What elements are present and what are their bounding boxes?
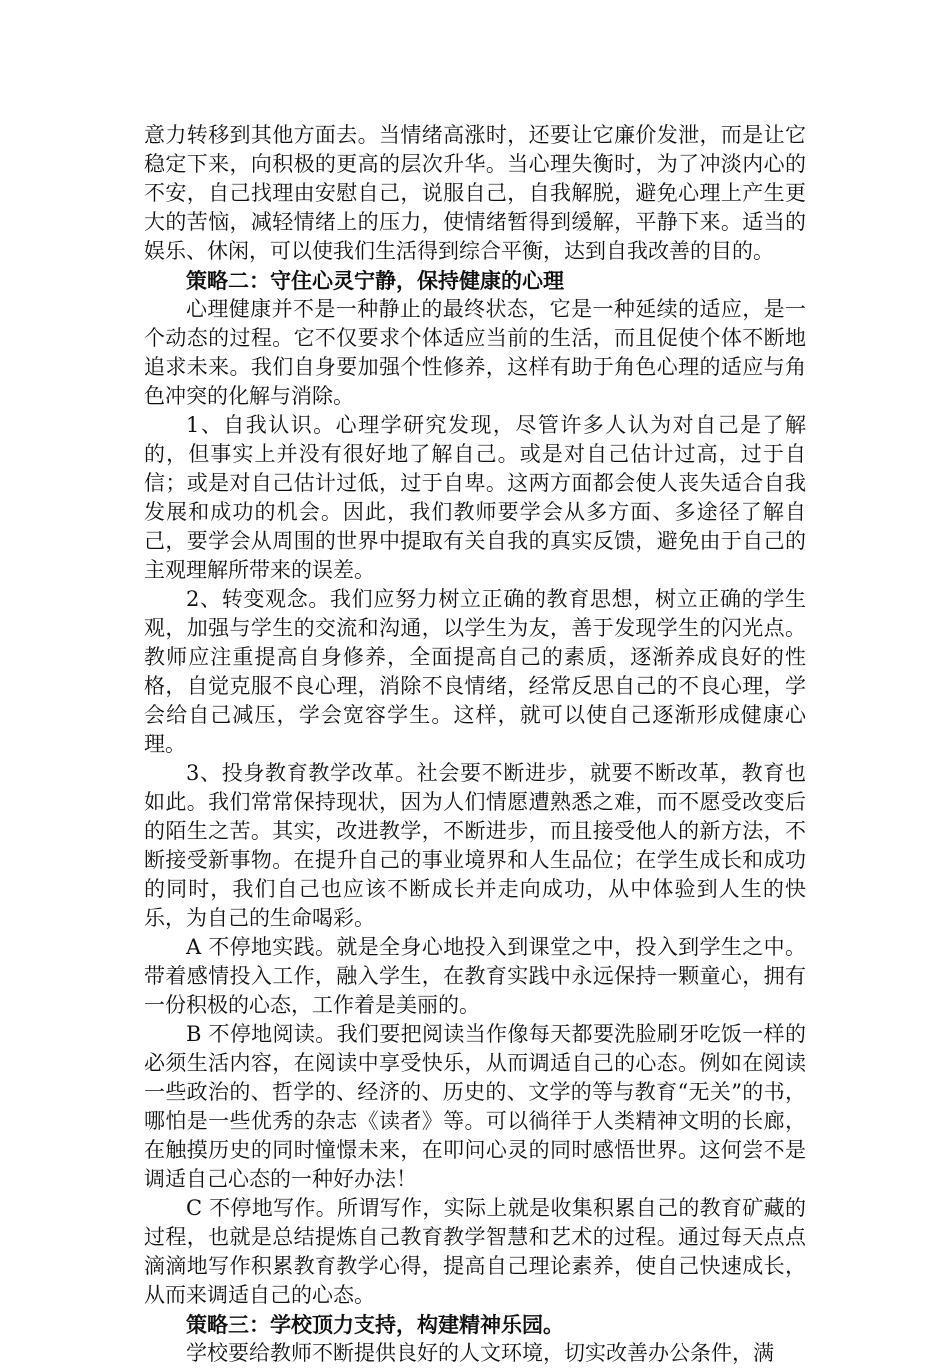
paragraph-reading: B 不停地阅读。我们要把阅读当作像每天都要洗脸刷牙吃饭一样的必须生活内容，在阅读中享受快乐，从而调适自己的心态。例如在阅读一些政治的、哲学的、经济的、历史的、文学的等与教育“无关”的书，哪怕是一些优秀的杂志《读者》等。可以徜徉于人类精神文明的长廊，在触摸历史的同时憧憬未来，在叩问心灵的同时感悟世界。这何尝不是调适自己心态的一种好办法！ [144,1022,806,1191]
paragraph-school-environment: 学校要给教师不断提供良好的人文环境，切实改善办公条件，满 [186,1341,774,1365]
heading-strategy-three: 策略三：学校顶力支持，构建精神乐园。 [186,1312,564,1337]
paragraph-change-concepts: 2、转变观念。我们应努力树立正确的教育思想，树立正确的学生观，加强与学生的交流和沟通，以学生为友，善于发现学生的闪光点。教师应注重提高自身修养，全面提高自己的素质，逐渐养成良好的性格，自觉克服不良心理，消除不良情绪，经常反思自己的不良心理，学会给自己减压，学会宽容学生。这样，就可以使自己逐渐形成健康心理。 [144,587,806,756]
paragraph-writing: C 不停地写作。所谓写作，实际上就是收集积累自己的教育矿藏的过程，也就是总结提炼自己教育教学智慧和艺术的过程。通过每天点点滴滴地写作积累教育教学心得，提高自己理论素养，使自己快速成长，从而来调适自己的心态。 [144,1196,806,1307]
paragraph-self-awareness: 1、自我认识。心理学研究发现，尽管许多人认为对自己是了解的，但事实上并没有很好地了解自己。或是对自己估计过高，过于自信；或是对自己估计过低，过于自卑。这两方面都会使人丧失适合自我发展和成功的机会。因此，我们教师要学会从多方面、多途径了解自己，要学会从周围的世界中提取有关自我的真实反馈，避免由于自己的主观理解所带来的误差。 [144,413,806,582]
heading-strategy-two: 策略二：守住心灵宁静，保持健康的心理 [186,268,564,293]
paragraph-continuation: 意力转移到其他方面去。当情绪高涨时，还要让它廉价发泄，而是让它稳定下来，向积极的更高的层次升华。当心理失衡时，为了冲淡内心的不安，自己找理由安慰自己，说服自己，自我解脱，避免心理上产生更大的苦恼，减轻情绪上的压力，使情绪暂得到缓解，平静下来。适当的娱乐、休闲，可以使我们生活得到综合平衡，达到自我改善的目的。 [144,123,806,263]
paragraph-practice: A 不停地实践。就是全身心地投入到课堂之中，投入到学生之中。带着感情投入工作，融入学生，在教育实践中永远保持一颗童心，拥有一份积极的心态，工作着是美丽的。 [144,935,806,1017]
paragraph-education-reform: 3、投身教育教学改革。社会要不断进步，就要不断改革，教育也如此。我们常常保持现状，因为人们情愿遭熟悉之难，而不愿受改变后的陌生之苦。其实，改进教学，不断进步，而且接受他人的新方法，不断接受新事物。在提升自己的事业境界和人生品位；在学生成长和成功的同时，我们自己也应该不断成长并走向成功，从中体验到人生的快乐，为自己的生命喝彩。 [144,761,806,930]
document-page [144,121,806,1368]
paragraph-mental-health: 心理健康并不是一种静止的最终状态，它是一种延续的适应，是一个动态的过程。它不仅要求个体适应当前的生活，而且促使个体不断地追求未来。我们自身要加强个性修养，这样有助于角色心理的适应与角色冲突的化解与消除。 [144,297,806,408]
